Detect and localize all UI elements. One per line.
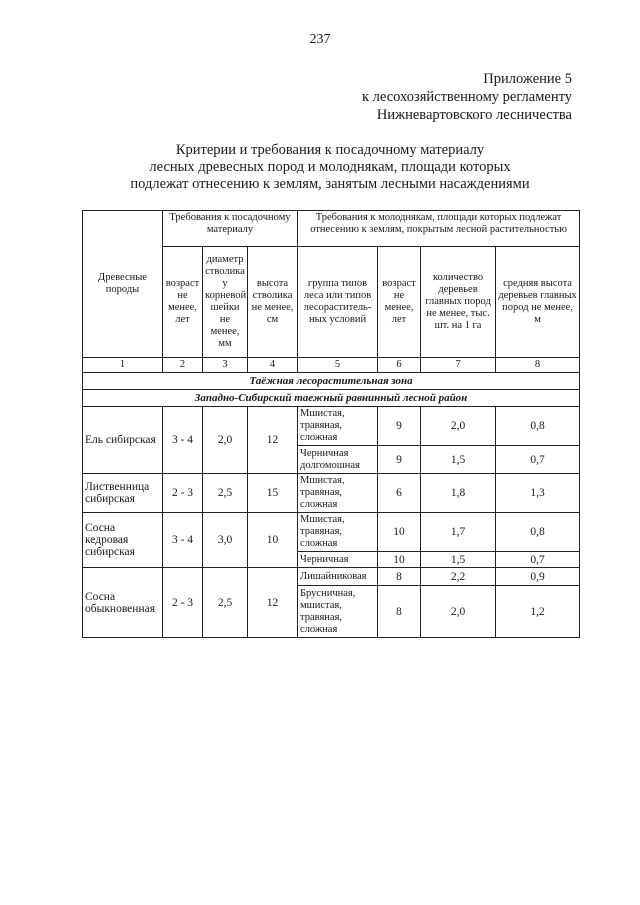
tree-count: 2,2 <box>421 568 496 586</box>
avg-height: 0,7 <box>496 446 580 474</box>
header-young-age: возраст не менее, лет <box>378 247 421 358</box>
column-number: 6 <box>378 358 421 373</box>
appendix-reference <box>362 70 572 124</box>
appendix-line-2: к лесохозяйственному регламенту <box>362 89 572 105</box>
criteria-table <box>82 210 580 638</box>
planting-diameter: 2,5 <box>203 568 248 638</box>
forest-type: Мшистая, травяная, сложная <box>298 407 378 446</box>
species-name: Сосна обыкновенная <box>83 568 163 638</box>
tree-count: 1,5 <box>421 552 496 568</box>
column-number: 1 <box>83 358 163 373</box>
tree-count: 1,5 <box>421 446 496 474</box>
young-age: 6 <box>378 474 421 513</box>
header-planting-material: Требования к посадочному материалу <box>163 211 298 247</box>
young-age: 9 <box>378 407 421 446</box>
column-number: 2 <box>163 358 203 373</box>
planting-age: 3 - 4 <box>163 407 203 474</box>
planting-diameter: 2,5 <box>203 474 248 513</box>
planting-height: 15 <box>248 474 298 513</box>
title-line-1: Критерии и требования к посадочному материалу <box>175 142 485 158</box>
zone-heading: Таёжная лесорастительная зона <box>83 373 580 390</box>
header-avg-height: средняя высота деревьев главных пород не менее, м <box>496 247 580 358</box>
planting-age: 3 - 4 <box>163 513 203 568</box>
title-line-2: лесных древесных пород и молоднякам, площади которых <box>149 159 511 175</box>
avg-height: 0,7 <box>496 552 580 568</box>
planting-age: 2 - 3 <box>163 568 203 638</box>
table-row <box>83 474 580 513</box>
planting-height: 12 <box>248 407 298 474</box>
forest-type: Лишайниковая <box>298 568 378 586</box>
column-number: 4 <box>248 358 298 373</box>
region-heading: Западно-Сибирский таежный равнинный лесной район <box>83 390 580 407</box>
header-species: Древесные породы <box>83 211 163 358</box>
header-diameter: диаметр стволика у корневой шейки не менее, мм <box>203 247 248 358</box>
tree-count: 2,0 <box>421 586 496 638</box>
young-age: 9 <box>378 446 421 474</box>
table-row <box>83 568 580 586</box>
tree-count: 1,7 <box>421 513 496 552</box>
title-line-3: подлежат отнесению к землям, занятым лесными насаждениями <box>130 176 530 192</box>
document-title <box>110 142 550 193</box>
appendix-line-3: Нижневартовского лесничества <box>376 107 572 123</box>
species-name: Сосна кедровая сибирская <box>83 513 163 568</box>
avg-height: 1,2 <box>496 586 580 638</box>
young-age: 8 <box>378 568 421 586</box>
header-age: возраст не менее, лет <box>163 247 203 358</box>
column-number: 7 <box>421 358 496 373</box>
column-number: 5 <box>298 358 378 373</box>
column-number: 8 <box>496 358 580 373</box>
header-tree-count: количество деревьев главных пород не менее, тыс. шт. на 1 га <box>421 247 496 358</box>
column-number: 3 <box>203 358 248 373</box>
planting-diameter: 3,0 <box>203 513 248 568</box>
avg-height: 1,3 <box>496 474 580 513</box>
avg-height: 0,9 <box>496 568 580 586</box>
young-age: 10 <box>378 513 421 552</box>
planting-height: 12 <box>248 568 298 638</box>
forest-type: Мшистая, травяная, сложная <box>298 513 378 552</box>
header-forest-type: группа типов леса или типов лесораститель-ных условий <box>298 247 378 358</box>
tree-count: 2,0 <box>421 407 496 446</box>
forest-type: Черничная <box>298 552 378 568</box>
header-height: высота стволика не менее, см <box>248 247 298 358</box>
species-name: Ель сибирская <box>83 407 163 474</box>
forest-type: Брусничная, мшистая, травяная, сложная <box>298 586 378 638</box>
avg-height: 0,8 <box>496 513 580 552</box>
planting-height: 10 <box>248 513 298 568</box>
header-young-stands: Требования к молоднякам, площади которых подлежат отнесению к землям, покрытым лесной растительностью <box>298 211 580 247</box>
species-name: Лиственница сибирская <box>83 474 163 513</box>
page-number: 237 <box>309 32 331 47</box>
forest-type: Мшистая, травяная, сложная <box>298 474 378 513</box>
young-age: 10 <box>378 552 421 568</box>
tree-count: 1,8 <box>421 474 496 513</box>
table-row <box>83 407 580 446</box>
avg-height: 0,8 <box>496 407 580 446</box>
young-age: 8 <box>378 586 421 638</box>
table-row <box>83 513 580 552</box>
planting-diameter: 2,0 <box>203 407 248 474</box>
forest-type: Черничная долгомошная <box>298 446 378 474</box>
appendix-line-1: Приложение 5 <box>483 71 572 87</box>
planting-age: 2 - 3 <box>163 474 203 513</box>
